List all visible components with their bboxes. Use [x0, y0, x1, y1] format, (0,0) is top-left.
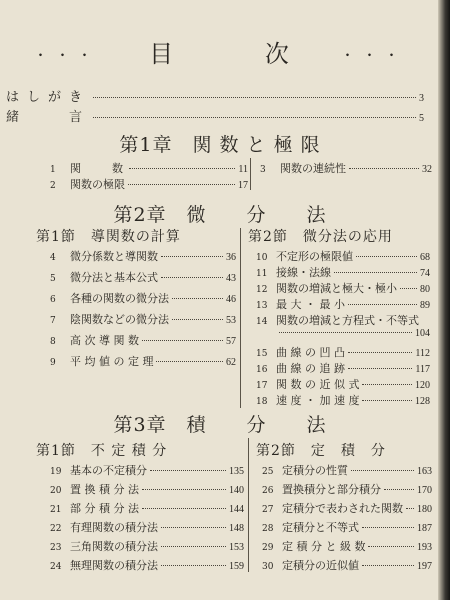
- entry-page: 43: [226, 273, 236, 284]
- entry-label: 定積分と不等式: [282, 521, 359, 534]
- entry-page: 148: [229, 523, 244, 534]
- dot-leader: [142, 340, 223, 341]
- toc-entry: [50, 269, 236, 285]
- entry-page: 144: [229, 504, 244, 515]
- entry-label: 無理関数の積分法: [70, 559, 158, 572]
- toc-entry: [50, 248, 236, 264]
- toc-entry: [256, 360, 430, 376]
- toc-entry: [50, 160, 248, 176]
- column-divider: [240, 228, 241, 408]
- dot-leader: [161, 565, 226, 566]
- toc-entry-shogen: [6, 106, 424, 125]
- dot-leader: [348, 368, 412, 369]
- entry-number: 16: [256, 365, 268, 375]
- dot-leader: [349, 168, 419, 169]
- entry-number: 21: [50, 505, 62, 515]
- chapter-2-heading: 第2章 微 分 法: [113, 204, 327, 226]
- section-2-heading: 第2節 定 積 分: [256, 443, 386, 459]
- entry-page: 5: [419, 113, 424, 124]
- title-dots-right: ・・・: [340, 48, 407, 65]
- entry-number: 3: [260, 165, 266, 175]
- entry-number: 28: [262, 524, 274, 534]
- entry-number: 20: [50, 486, 62, 496]
- section-2-heading: 第2節 微分法の応用: [248, 229, 393, 245]
- entry-page: 89: [420, 300, 430, 311]
- dot-leader: [362, 384, 412, 385]
- entry-label: 基本の不定積分: [70, 464, 147, 477]
- entry-number: 27: [262, 505, 274, 515]
- section-1-heading: 第1節 不 定 積 分: [36, 443, 168, 459]
- entry-page: 153: [229, 542, 244, 553]
- dot-leader: [351, 470, 414, 471]
- toc-entry: [256, 344, 430, 360]
- section-1-heading: 第1節 導関数の計算: [36, 229, 181, 245]
- entry-label: 陰関数などの微分法: [70, 313, 169, 326]
- entry-label: 緒 言: [6, 110, 91, 125]
- entry-label: 微分係数と導関数: [70, 250, 158, 263]
- dot-leader: [368, 546, 414, 547]
- entry-page: 17: [238, 180, 248, 191]
- entry-label: 各種の関数の微分法: [70, 292, 169, 305]
- entry-label: 定積分の近似値: [282, 559, 359, 572]
- entry-page: 193: [417, 542, 432, 553]
- toc-entry: [256, 392, 430, 408]
- column-divider: [248, 438, 249, 572]
- entry-label: 関数の連続性: [280, 162, 346, 175]
- toc-entry: [262, 538, 432, 554]
- entry-label: 高 次 導 関 数: [70, 334, 139, 347]
- dot-leader: [348, 352, 412, 353]
- entry-page: 120: [415, 380, 430, 391]
- entry-label: 最 大 ・ 最 小: [276, 298, 345, 311]
- entry-number: 12: [256, 285, 268, 295]
- entry-number: 7: [50, 316, 56, 326]
- title-dots-left: ・・・: [33, 48, 100, 65]
- toc-entry: [256, 376, 430, 392]
- entry-label: 速 度 ・ 加 速 度: [276, 394, 360, 407]
- toc-entry: [256, 280, 430, 296]
- toc-entry: [50, 519, 244, 535]
- page-title: [0, 34, 440, 69]
- title-char-1: 目: [149, 40, 176, 68]
- entry-page: 11: [238, 164, 248, 175]
- toc-entry: [262, 557, 432, 573]
- entry-page: 3: [419, 93, 424, 104]
- entry-number: 24: [50, 562, 62, 572]
- entry-page: 128: [415, 396, 430, 407]
- entry-number: 8: [50, 337, 56, 347]
- entry-label: 定積分で表わされた関数: [282, 502, 403, 515]
- toc-entry: [50, 538, 244, 554]
- dot-leader: [400, 288, 417, 289]
- entry-page: 36: [226, 252, 236, 263]
- entry-label: 置換積分と部分積分: [282, 483, 381, 496]
- chapter-3-heading: 第3章 積 分 法: [113, 414, 327, 436]
- entry-number: 13: [256, 301, 268, 311]
- entry-page: 163: [417, 466, 432, 477]
- dot-leader: [161, 277, 223, 278]
- entry-label: 関数の増減と方程式・不等式: [276, 314, 419, 327]
- entry-number: 17: [256, 381, 268, 391]
- entry-label: 定積分の性質: [282, 464, 348, 477]
- entry-number: 14: [256, 317, 268, 327]
- toc-entry-continuation: [276, 328, 430, 339]
- entry-label: 微分法と基本公式: [70, 271, 158, 284]
- dot-leader: [356, 256, 417, 257]
- entry-page: 57: [226, 336, 236, 347]
- entry-page: 74: [420, 268, 430, 279]
- dot-leader: [172, 319, 223, 320]
- entry-number: 9: [50, 358, 56, 368]
- entry-label: はしがき: [6, 90, 91, 105]
- toc-entry: [256, 248, 430, 264]
- entry-label: 三角関数の積分法: [70, 540, 158, 553]
- entry-page: 197: [417, 561, 432, 572]
- entry-page: 68: [420, 252, 430, 263]
- toc-entry: [256, 296, 430, 312]
- dot-leader: [406, 508, 414, 509]
- toc-entry: [50, 353, 236, 369]
- dot-leader: [150, 470, 226, 471]
- toc-entry: [50, 481, 244, 497]
- entry-page: 159: [229, 561, 244, 572]
- entry-number: 19: [50, 467, 62, 477]
- entry-label: 関 数: [70, 162, 126, 175]
- toc-entry: [50, 462, 244, 478]
- entry-label: 接線・法線: [276, 266, 331, 279]
- entry-number: 5: [50, 274, 56, 284]
- entry-number: 1: [50, 165, 56, 175]
- entry-number: 25: [262, 467, 274, 477]
- dot-leader: [93, 117, 416, 118]
- entry-page: 80: [420, 284, 430, 295]
- entry-page: 53: [226, 315, 236, 326]
- entry-number: 26: [262, 486, 274, 496]
- entry-page: 117: [415, 364, 430, 375]
- entry-page: 104: [415, 328, 430, 339]
- toc-entry: [50, 332, 236, 348]
- entry-label: 平 均 値 の 定 理: [70, 355, 154, 368]
- entry-number: 23: [50, 543, 62, 553]
- dot-leader: [279, 332, 412, 333]
- entry-page: 170: [417, 485, 432, 496]
- entry-page: 135: [229, 466, 244, 477]
- entry-label: 置 換 積 分 法: [70, 483, 139, 496]
- entry-page: 62: [226, 357, 236, 368]
- entry-number: 10: [256, 253, 268, 263]
- entry-number: 18: [256, 397, 268, 407]
- entry-page: 140: [229, 485, 244, 496]
- entry-label: 関数の極限: [70, 178, 125, 191]
- toc-entry: [50, 290, 236, 306]
- dot-leader: [362, 565, 414, 566]
- toc-entry: [50, 557, 244, 573]
- toc-entry: [260, 160, 432, 176]
- entry-page: 112: [415, 348, 430, 359]
- toc-entry: [256, 264, 430, 280]
- dot-leader: [172, 298, 223, 299]
- dot-leader: [142, 508, 226, 509]
- book-edge: [438, 0, 450, 600]
- entry-label: 曲 線 の 凹 凸: [276, 346, 345, 359]
- entry-label: 関 数 の 近 似 式: [276, 378, 360, 391]
- entry-page: 32: [422, 164, 432, 175]
- dot-leader: [161, 256, 223, 257]
- entry-label: 不定形の極限値: [276, 250, 353, 263]
- dot-leader: [161, 546, 226, 547]
- dot-leader: [384, 489, 414, 490]
- entry-label: 定 積 分 と 級 数: [282, 540, 366, 553]
- toc-entry: [262, 500, 432, 516]
- dot-leader: [334, 272, 417, 273]
- toc-entry: [256, 312, 430, 328]
- dot-leader: [93, 97, 416, 98]
- dot-leader: [128, 184, 235, 185]
- chapter-1-heading: 第1章 関 数 と 極 限: [119, 134, 321, 156]
- dot-leader: [362, 527, 414, 528]
- entry-label: 部 分 積 分 法: [70, 502, 139, 515]
- entry-number: 6: [50, 295, 56, 305]
- dot-leader: [142, 489, 226, 490]
- dot-leader: [129, 168, 235, 169]
- toc-entry: [262, 481, 432, 497]
- entry-label: 有理関数の積分法: [70, 521, 158, 534]
- entry-page: 46: [226, 294, 236, 305]
- entry-page: 180: [417, 504, 432, 515]
- entry-label: 関数の増減と極大・極小: [276, 282, 397, 295]
- entry-number: 30: [262, 562, 274, 572]
- entry-number: 11: [256, 269, 268, 279]
- entry-label: 曲 線 の 追 跡: [276, 362, 345, 375]
- toc-entry: [50, 176, 248, 192]
- entry-number: 29: [262, 543, 274, 553]
- title-char-2: 次: [264, 40, 291, 68]
- toc-entry: [262, 519, 432, 535]
- entry-number: 2: [50, 181, 56, 191]
- column-divider: [250, 158, 251, 190]
- toc-entry: [262, 462, 432, 478]
- toc-entry: [50, 311, 236, 327]
- dot-leader: [348, 304, 417, 305]
- entry-number: 4: [50, 253, 56, 263]
- dot-leader: [161, 527, 226, 528]
- entry-page: 187: [417, 523, 432, 534]
- dot-leader: [362, 400, 412, 401]
- entry-number: 22: [50, 524, 62, 534]
- toc-entry: [50, 500, 244, 516]
- toc-entry-hashigaki: [6, 86, 424, 105]
- entry-number: 15: [256, 349, 268, 359]
- dot-leader: [156, 361, 223, 362]
